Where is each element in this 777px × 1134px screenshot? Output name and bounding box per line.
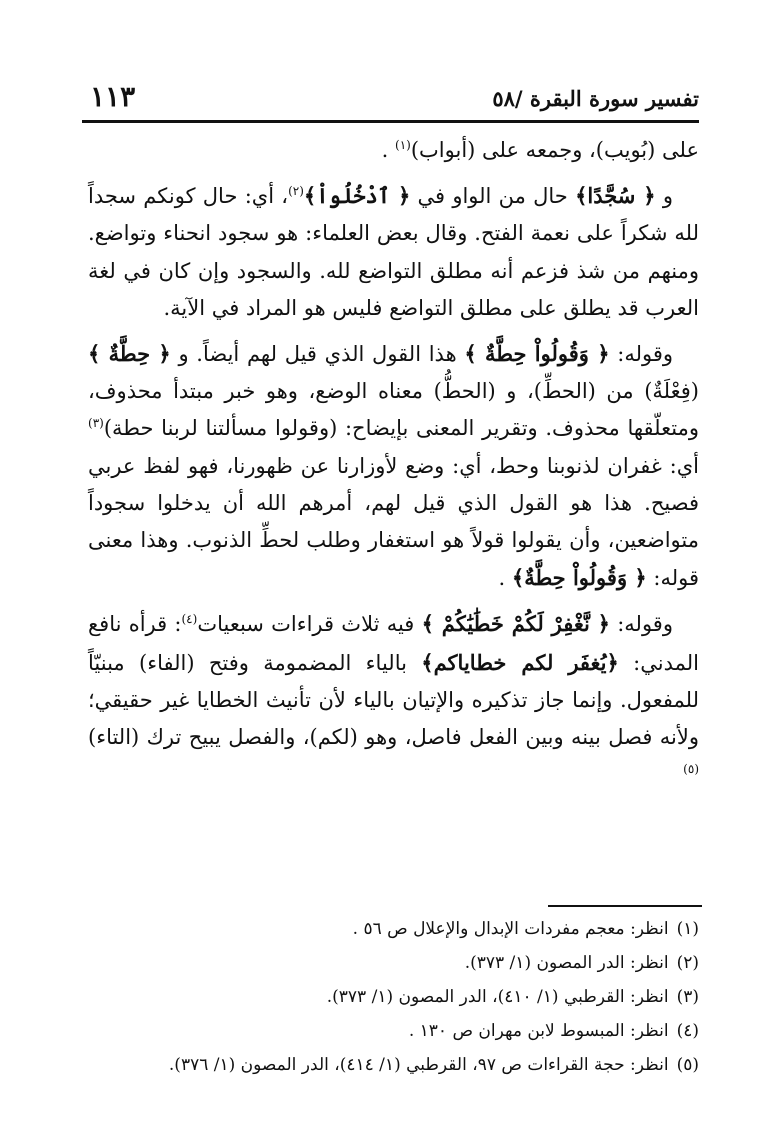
quran-quote: ﴿ وَقُولُواْ حِطَّةٌ﴾ — [511, 565, 647, 591]
quran-quote: ﴿ حِطَّةٌ ﴾ — [88, 341, 171, 367]
text: وقوله: — [609, 342, 674, 367]
quran-quote: ﴿ وَقُولُواْ حِطَّةٌ ﴾ — [464, 341, 610, 367]
footnote-number: (٢) — [676, 953, 699, 973]
footnote-text: انظر: المبسوط لابن مهران ص ١٣٠ . — [408, 1021, 669, 1041]
footnotes — [100, 912, 699, 1082]
reading-quote: ﴿يُغفَر لكم خطاياكم﴾ — [421, 649, 619, 675]
text: على (بُويب)، وجمعه على (أبواب) — [410, 138, 699, 162]
body-text — [88, 132, 699, 793]
text: فيه ثلاث قراءات سبعيات — [197, 612, 422, 637]
footnote-ref: (١) — [395, 138, 411, 152]
text: : قرأه نافع المدني: — [88, 612, 699, 675]
footnote-ref: (٢) — [288, 184, 304, 199]
paragraph-2 — [88, 177, 699, 327]
text: . — [498, 566, 512, 591]
header-rule — [82, 120, 699, 123]
page-number: ١١٣ — [90, 80, 136, 113]
quran-quote: ﴿ سُجَّدًا﴾ — [575, 183, 656, 209]
footnote-ref: (٤) — [181, 612, 198, 627]
footnote-ref: (٥) — [683, 762, 699, 777]
text: (فِعْلَةٌ) من (الحطِّ)، و (الحطُّ) معناه الوضع، وهو خبر مبتدأ محذوف، ومتعلّقها محذوف. وتقرير المعنى بإيضاح: (وقولوا مسألتنا لربنا حطة) — [88, 379, 699, 441]
footnote-2 — [100, 946, 699, 980]
text: أي: غفران لذنوبنا وحط، أي: وضع لأوزارنا عن ظهورنا، فهو لفظ عربي فصيح. هذا هو القول الذي قيل لهم، أمرهم الله أن يدخلوا سجوداً متواضعين، وأن يقولوا قولاً هو استغفار وطلب لحطِّ الذنوب. وهذا معنى قوله: — [88, 453, 699, 591]
footnote-text: انظر: معجم مفردات الإبدال والإعلال ص ٥٦ . — [352, 919, 669, 939]
text: بالياء المضمومة وفتح (الفاء) مبنيّاً للمفعول. وإنما جاز تذكيره والإتيان بالياء لأن تأنيث الخطايا غير حقيقي؛ ولأنه فصل بينه وبين الفعل فاصل، وهو (لكم)، والفصل يبيح ترك (التاء) — [88, 650, 699, 750]
footnote-ref: (٣) — [88, 416, 104, 431]
footnote-text: انظر: الدر المصون (١/ ٣٧٣). — [464, 953, 669, 973]
quran-quote: ﴿ نَّغْفِرْ لَكُمْ خَطَٰيَٰكُمْ ﴾ — [421, 611, 610, 637]
footnote-text: انظر: القرطبي (١/ ٤١٠)، الدر المصون (١/ ٣٧٣). — [326, 987, 669, 1007]
quran-quote: ﴿ ٱدْخُلُواْ﴾ — [303, 183, 411, 209]
paragraph-4 — [88, 605, 699, 793]
paragraph-1 — [88, 132, 699, 169]
text: هذا القول الذي قيل لهم أيضاً. و — [170, 342, 465, 367]
running-head: تفسير سورة البقرة /٥٨ — [492, 86, 699, 111]
footnote-number: (١) — [676, 919, 699, 939]
footnote-4 — [100, 1014, 699, 1048]
footnote-text: انظر: حجة القراءات ص ٩٧، القرطبي (١/ ٤١٤)، الدر المصون (١/ ٣٧٦). — [168, 1055, 669, 1075]
paragraph-3 — [88, 335, 699, 597]
text: . — [381, 138, 395, 162]
text: حال من الواو في — [410, 184, 576, 209]
footnote-3 — [100, 980, 699, 1014]
page-header — [82, 80, 699, 120]
footnote-rule — [548, 905, 702, 907]
footnote-number: (٣) — [676, 987, 699, 1007]
footnote-5 — [100, 1048, 699, 1082]
text: و — [655, 184, 673, 209]
footnote-1 — [100, 912, 699, 946]
text: ، أي: حال كونكم سجداً لله شكراً على نعمة الفتح. وقال بعض العلماء: هو سجود انحناء وتواضع. ومنهم من شذ فزعم أنه مطلق التواضع لله. والسجود وإن كان في لغة العرب قد يطلق على مطلق التواضع فليس هو المراد في الآية. — [88, 184, 699, 320]
footnote-number: (٤) — [676, 1021, 699, 1041]
text: وقوله: — [609, 612, 673, 637]
footnote-number: (٥) — [676, 1055, 699, 1075]
